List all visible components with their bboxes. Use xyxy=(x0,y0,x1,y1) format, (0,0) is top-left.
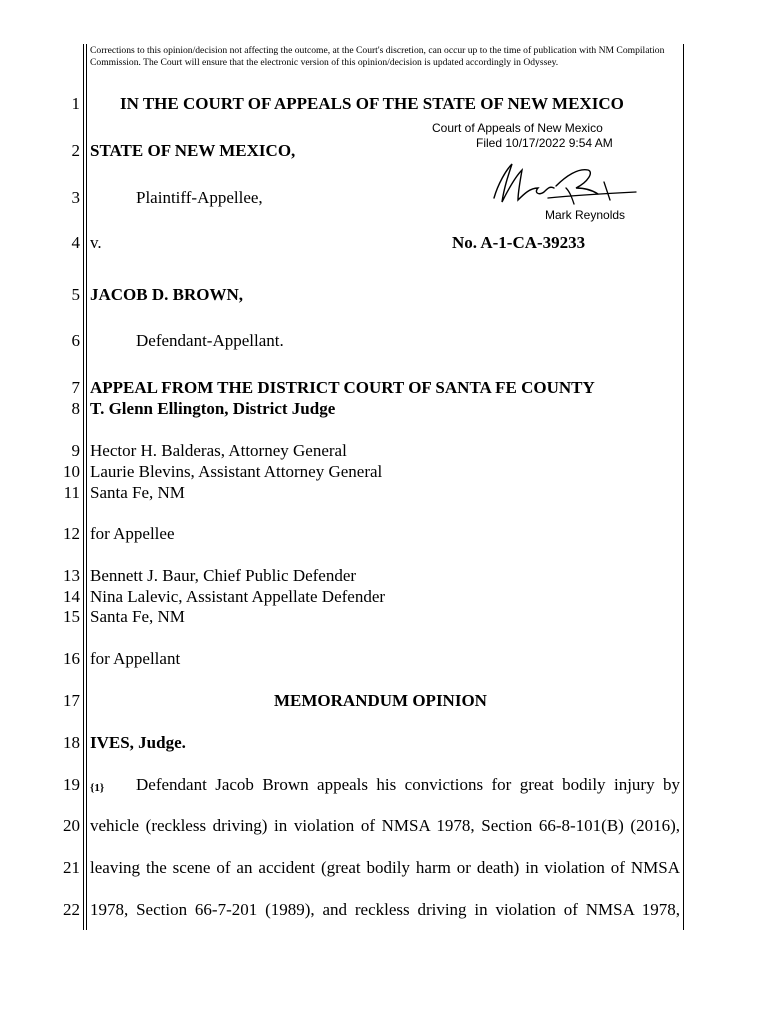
defendant-name: JACOB D. BROWN, xyxy=(90,285,244,304)
for-appellee: for Appellee xyxy=(90,524,175,543)
line-number: 12 xyxy=(63,524,80,543)
plaintiff-role: Plaintiff-Appellee, xyxy=(136,188,263,207)
appellee-counsel-line: Laurie Blevins, Assistant Attorney General xyxy=(90,462,383,481)
line-number: 16 xyxy=(63,649,80,668)
line-number: 14 xyxy=(63,587,80,606)
right-margin-rule xyxy=(683,44,684,930)
opinion-heading: MEMORANDUM OPINION xyxy=(274,691,487,710)
for-appellant: for Appellant xyxy=(90,649,181,668)
case-number: No. A-1-CA-39233 xyxy=(452,233,586,252)
left-margin-rule-inner xyxy=(86,44,87,930)
line-number: 9 xyxy=(71,441,80,460)
defendant-role: Defendant-Appellant. xyxy=(136,331,284,350)
appellee-counsel-line: Santa Fe, NM xyxy=(90,483,185,502)
clerk-signature xyxy=(488,158,638,210)
line-number: 18 xyxy=(63,733,80,752)
line-number: 3 xyxy=(71,188,80,207)
line-number: 8 xyxy=(71,399,80,418)
versus: v. xyxy=(90,233,102,252)
line-number: 22 xyxy=(63,900,80,919)
paragraph-marker xyxy=(90,776,104,798)
appellant-counsel-line: Bennett J. Baur, Chief Public Defender xyxy=(90,566,357,585)
paragraph-number: {1} xyxy=(90,782,105,794)
appellant-counsel-line: Nina Lalevic, Assistant Appellate Defender xyxy=(90,587,386,606)
line-number: 1 xyxy=(71,94,80,113)
district-judge: T. Glenn Ellington, District Judge xyxy=(90,399,336,418)
corrections-notice: Corrections to this opinion/decision not affecting the outcome, at the Court's discretion, can occur up to the time of publication with NM Compilation Commission. The Court will ensure that the electronic version of this opinion/decision is updated accordingly in Odyssey. xyxy=(90,45,665,68)
appeal-from: APPEAL FROM THE DISTRICT COURT OF SANTA FE COUNTY xyxy=(90,378,595,397)
line-number: 13 xyxy=(63,566,80,585)
stamp-signer-name: Mark Reynolds xyxy=(545,208,626,222)
stamp-filed-date: Filed 10/17/2022 9:54 AM xyxy=(476,136,613,150)
body-line: vehicle (reckless driving) in violation of NMSA 1978, Section 66-8-101(B) (2016), xyxy=(90,816,680,835)
body-line: Defendant Jacob Brown appeals his convictions for great bodily injury by xyxy=(136,775,680,794)
left-margin-rule xyxy=(83,44,84,930)
author-line: IVES, Judge. xyxy=(90,733,186,752)
line-number: 11 xyxy=(63,483,80,502)
line-number: 17 xyxy=(63,691,80,710)
stamp-court-name: Court of Appeals of New Mexico xyxy=(432,121,603,135)
appellee-counsel-line: Hector H. Balderas, Attorney General xyxy=(90,441,347,460)
line-number: 2 xyxy=(71,141,80,160)
court-title: IN THE COURT OF APPEALS OF THE STATE OF NEW MEXICO xyxy=(120,94,624,113)
body-line: 1978, Section 66-7-201 (1989), and reckless driving in violation of NMSA 1978, xyxy=(90,900,680,919)
appellant-counsel-line: Santa Fe, NM xyxy=(90,607,185,626)
line-number: 20 xyxy=(63,816,80,835)
plaintiff-name: STATE OF NEW MEXICO, xyxy=(90,141,296,160)
line-number: 6 xyxy=(71,331,80,350)
line-number: 10 xyxy=(63,462,80,481)
line-number: 21 xyxy=(63,858,80,877)
line-number: 19 xyxy=(63,775,80,794)
line-number: 5 xyxy=(71,285,80,304)
line-number: 7 xyxy=(71,378,80,397)
line-number: 4 xyxy=(71,233,80,252)
body-line: leaving the scene of an accident (great bodily harm or death) in violation of NMSA xyxy=(90,858,680,877)
line-number: 15 xyxy=(63,607,80,626)
